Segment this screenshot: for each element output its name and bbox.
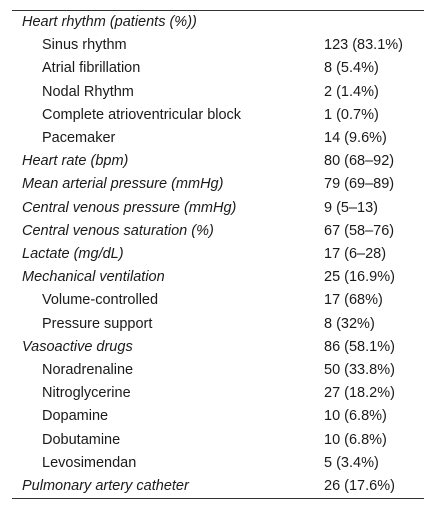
table-row-section [12, 266, 424, 289]
row-value: 50 (33.8%) [324, 362, 395, 379]
row-value: 9 (5–13) [324, 199, 379, 216]
table-row [12, 452, 424, 475]
row-label: Complete atrioventricular block [42, 106, 242, 123]
table-row [12, 81, 424, 104]
row-label: Levosimendan [42, 454, 137, 471]
row-value: 14 (9.6%) [324, 130, 387, 147]
table-row [12, 313, 424, 336]
row-value: 26 (17.6%) [324, 478, 395, 495]
table-row [12, 382, 424, 405]
row-value: 5 (3.4%) [324, 454, 379, 471]
row-label: Vasoactive drugs [22, 338, 133, 355]
row-label: Heart rate (bpm) [22, 153, 129, 170]
row-value: 27 (18.2%) [324, 385, 395, 402]
table-row-section [12, 336, 424, 359]
row-label: Pulmonary artery catheter [22, 478, 189, 495]
table-row-section [12, 11, 424, 34]
table-row [12, 104, 424, 127]
table-row-section [12, 150, 424, 173]
data-table-container [12, 10, 424, 499]
row-value: 8 (5.4%) [324, 60, 379, 77]
row-value: 10 (6.8%) [324, 408, 387, 425]
row-value: 123 (83.1%) [324, 37, 403, 54]
row-value: 17 (6–28) [324, 246, 387, 263]
row-label: Lactate (mg/dL) [22, 246, 124, 263]
table-row [12, 127, 424, 150]
row-label: Dobutamine [42, 431, 121, 448]
table-row-section [12, 197, 424, 220]
row-value: 8 (32%) [324, 315, 375, 332]
row-value: 2 (1.4%) [324, 83, 379, 100]
table-row-section [12, 173, 424, 196]
table-row-section [12, 220, 424, 243]
row-value: 17 (68%) [324, 292, 383, 309]
row-label: Pacemaker [42, 130, 116, 147]
table-row [12, 289, 424, 312]
table-body [12, 11, 424, 498]
table-row [12, 429, 424, 452]
table-row-section [12, 475, 424, 498]
table-row [12, 34, 424, 57]
table-row [12, 57, 424, 80]
row-label: Pressure support [42, 315, 153, 332]
row-label: Noradrenaline [42, 362, 134, 379]
row-value: 80 (68–92) [324, 153, 395, 170]
row-label: Atrial fibrillation [42, 60, 141, 77]
row-value: 1 (0.7%) [324, 106, 379, 123]
row-value: 67 (58–76) [324, 222, 395, 239]
clinical-characteristics-table [12, 11, 424, 498]
table-row [12, 405, 424, 428]
table-row-section [12, 243, 424, 266]
row-label: Central venous pressure (mmHg) [22, 199, 237, 216]
row-value: 86 (58.1%) [324, 338, 395, 355]
row-label: Mean arterial pressure (mmHg) [22, 176, 224, 193]
row-label: Nodal Rhythm [42, 83, 134, 100]
row-label: Sinus rhythm [42, 37, 127, 54]
table-row [12, 359, 424, 382]
row-value [324, 11, 424, 34]
row-label: Volume-controlled [42, 292, 159, 309]
row-label: Dopamine [42, 408, 109, 425]
row-label: Heart rhythm (patients (%)) [22, 14, 197, 30]
row-value: 25 (16.9%) [324, 269, 395, 286]
row-label: Mechanical ventilation [22, 269, 165, 286]
row-value: 79 (69–89) [324, 176, 395, 193]
row-label: Nitroglycerine [42, 385, 131, 402]
row-label: Central venous saturation (%) [22, 222, 214, 239]
row-value: 10 (6.8%) [324, 431, 387, 448]
